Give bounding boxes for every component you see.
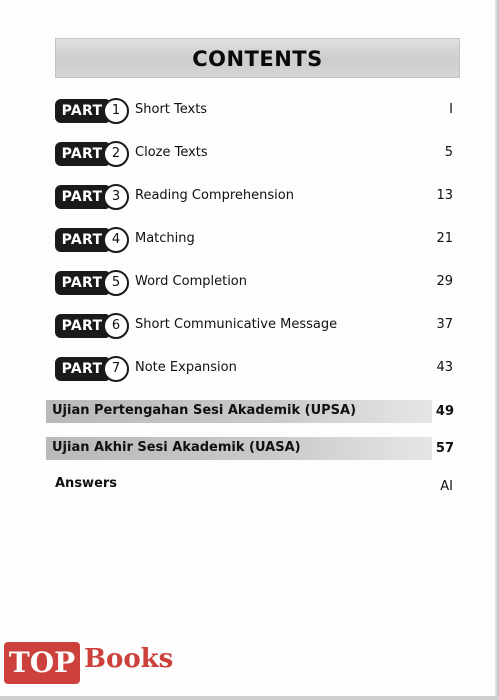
part-title: Word Completion [135,274,248,289]
part-title: Cloze Texts [135,145,208,160]
part-title: Short Texts [135,102,208,117]
page-number: 57 [435,441,454,456]
part-title: Note Expansion [135,360,237,375]
part-label: PART [55,357,109,381]
page-number: 37 [436,317,453,332]
part-number: 6 [103,313,129,339]
toc-row-part-7[interactable] [55,357,455,383]
part-label: PART [55,185,109,209]
part-label: PART [55,142,109,166]
part-title: Matching [135,231,195,246]
page-edge [495,0,499,700]
part-label: PART [55,271,109,295]
answers-title: Answers [55,476,118,491]
page-number: 49 [435,404,454,419]
page-number: I [449,102,453,117]
toc-row-part-3[interactable] [55,185,455,211]
logo-top-mark: TOP [4,642,80,684]
page-number: 13 [436,188,453,203]
exam-title: Ujian Akhir Sesi Akademik (UASA) [52,440,301,455]
part-title: Reading Comprehension [135,188,294,203]
page-title: CONTENTS [192,47,323,71]
toc-row-part-2[interactable] [55,142,455,168]
contents-header-banner [55,38,460,78]
part-number: 1 [103,98,129,124]
toc-row-part-5[interactable] [55,271,455,297]
part-title: Short Communicative Message [135,317,338,332]
logo-books-text: Books [84,644,174,674]
toc-row-part-4[interactable] [55,228,455,254]
topbooks-logo [0,628,200,698]
exam-title: Ujian Pertengahan Sesi Akademik (UPSA) [52,403,357,418]
toc-row-upsa[interactable] [46,400,459,423]
toc-row-part-6[interactable] [55,314,455,340]
page-number: 43 [436,360,453,375]
page-number: 21 [436,231,453,246]
toc-row-uasa[interactable] [46,437,459,460]
page-number: 5 [444,145,453,160]
part-number: 5 [103,270,129,296]
part-number: 2 [103,141,129,167]
page-number: AI [440,479,453,494]
part-label: PART [55,314,109,338]
part-number: 3 [103,184,129,210]
page-number: 29 [436,274,453,289]
part-label: PART [55,228,109,252]
toc-row-part-1[interactable] [55,99,455,125]
toc-row-answers[interactable] [55,476,455,498]
part-number: 7 [103,356,129,382]
part-label: PART [55,99,109,123]
part-number: 4 [103,227,129,253]
